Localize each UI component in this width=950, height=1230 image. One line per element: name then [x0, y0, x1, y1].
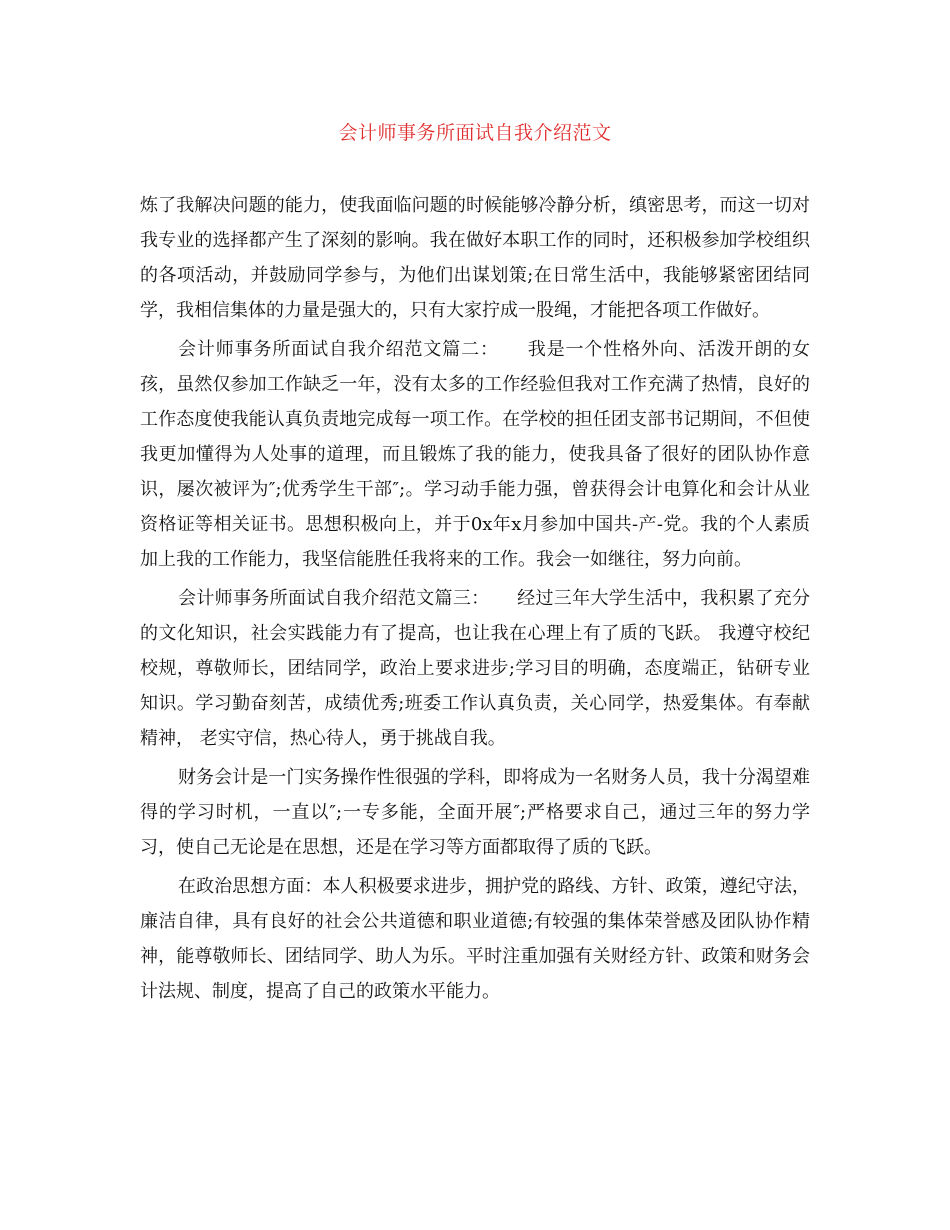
paragraph-sample-two: 会计师事务所面试自我介绍范文篇二： 我是一个性格外向、活泼开朗的女孩，虽然仅参加工作缺乏一年，没有太多的工作经验但我对工作充满了热情，良好的工作态度使我能认真负责地完成每一项工作。在学校的担任团支部书记期间，不但使我更加懂得为人处事的道理，而且锻炼了我的能力，使我具备了很好的团队协作意识，屡次被评为″;优秀学生干部″;。学习动手能力强，曾获得会计电算化和会计从业资格证等相关证书。思想积极向上，并于0x年x月参加中国共-产-党。我的个人素质加上我的工作能力，我坚信能胜任我将来的工作。我会一如继往，努力向前。	[140, 339, 810, 570]
paragraph-finance-accounting: 财务会计是一门实务操作性很强的学科，即将成为一名财务人员，我十分渴望难得的学习时机，一直以″;一专多能，全面开展″;严格要求自己，通过三年的努力学习，使自己无论是在思想，还是在学习等方面都取得了质的飞跃。	[140, 767, 810, 858]
paragraph-continuation: 炼了我解决问题的能力，使我面临问题的时候能够冷静分析，缜密思考，而这一切对我专业的选择都产生了深刻的影响。我在做好本职工作的同时，还积极参加学校组织的各项活动，并鼓励同学参与，为他们出谋划策;在日常生活中，我能够紧密团结同学，我相信集体的力量是强大的，只有大家拧成一股绳，才能把各项工作做好。	[140, 195, 810, 321]
document-body	[140, 188, 810, 1013]
paragraph-sample-three: 会计师事务所面试自我介绍范文篇三： 经过三年大学生活中，我积累了充分的文化知识，社会实践能力有了提高，也让我在心理上有了质的飞跃。 我遵守校纪校规，尊敬师长，团结同学，政治上要求进步;学习目的明确，态度端正，钻研专业知识。学习勤奋刻苦，成绩优秀;班委工作认真负责，关心同学，热爱集体。有奉献精神， 老实守信，热心待人，勇于挑战自我。	[140, 588, 810, 749]
document-title: 会计师事务所面试自我介绍范文	[338, 122, 612, 144]
paragraph-political-thought: 在政治思想方面：本人积极要求进步，拥护党的路线、方针、政策，遵纪守法，廉洁自律，具有良好的社会公共道德和职业道德;有较强的集体荣誉感及团队协作精神，能尊敬师长、团结同学、助人为乐。平时注重加强有关财经方针、政策和财务会计法规、制度，提高了自己的政策水平能力。	[140, 876, 810, 1002]
